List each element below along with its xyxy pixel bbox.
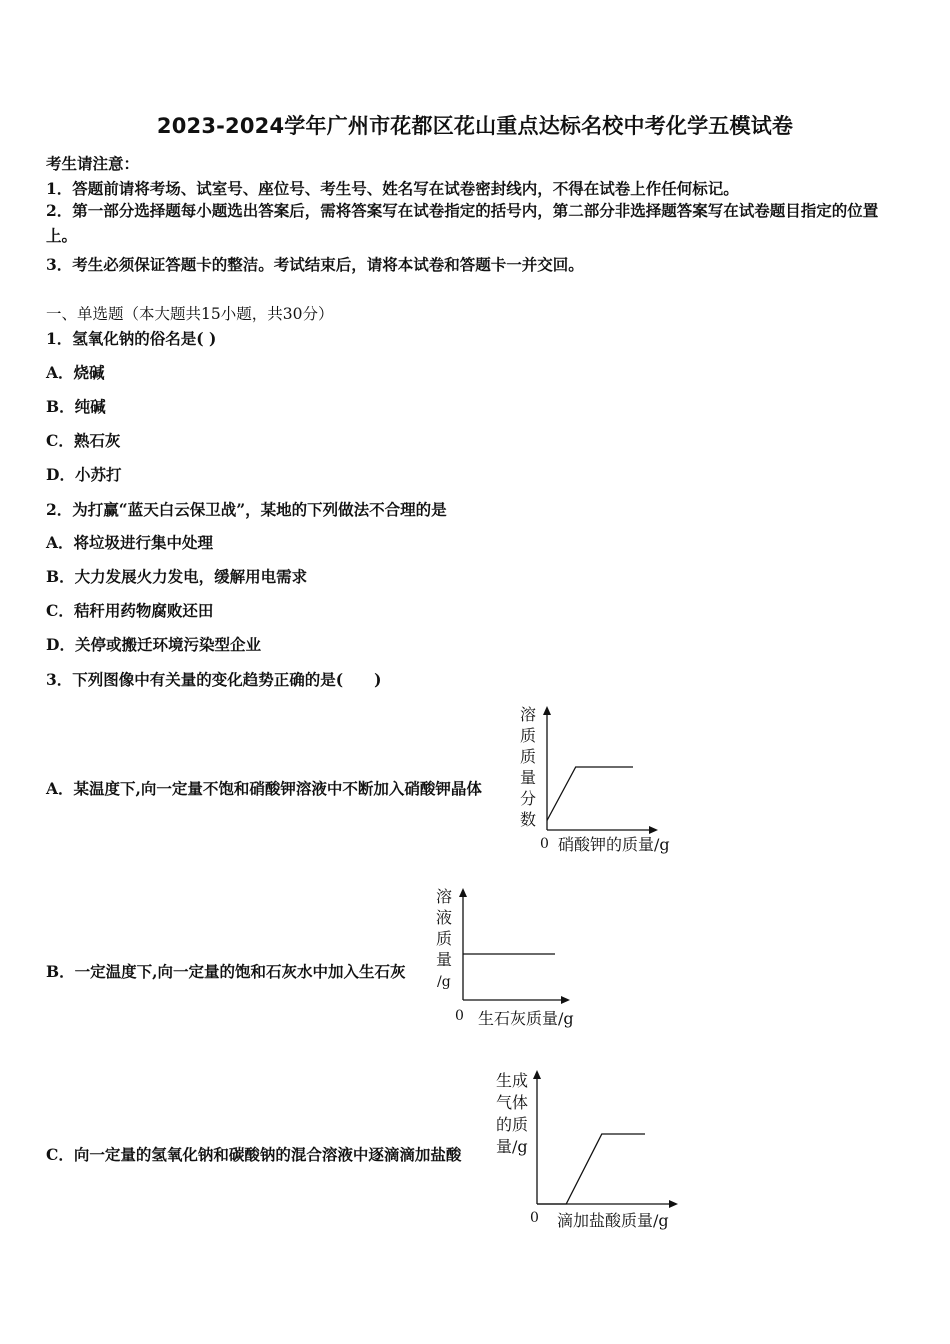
chart-a-xlabel: 硝酸钾的质量/g bbox=[558, 835, 670, 854]
q2-option-c: C．秸秆用药物腐败还田 bbox=[46, 601, 214, 620]
q2-stem: 2．为打赢“蓝天白云保卫战”，某地的下列做法不合理的是 bbox=[46, 500, 447, 519]
chart-b-ylabel-line: 溶 bbox=[436, 887, 453, 906]
notice-item-3: 3．考生必须保证答题卡的整洁。考试结束后，请将本试卷和答题卡一并交回。 bbox=[46, 255, 584, 274]
q3-option-a: A．某温度下,向一定量不饱和硝酸钾溶液中不断加入硝酸钾晶体 bbox=[46, 779, 482, 798]
chart-c-x-arrow bbox=[669, 1200, 678, 1208]
notice-item-2: 2．第一部分选择题每小题选出答案后，需将答案写在试卷指定的括号内，第二部分非选择题答案写在试卷题目指定的位置上。 bbox=[46, 201, 879, 245]
chart-a-ylabel-line: 溶 bbox=[520, 705, 537, 724]
chart-c-ylabel-line: 气体 bbox=[496, 1093, 529, 1112]
q1-option-a: A．烧碱 bbox=[46, 363, 105, 382]
q1-option-d: D．小苏打 bbox=[46, 465, 122, 484]
chart-c-ylabel-line: 的质 bbox=[496, 1115, 529, 1134]
chart-a-series-line bbox=[547, 767, 633, 821]
q3-option-c: C．向一定量的氢氧化钠和碳酸钠的混合溶液中逐滴滴加盐酸 bbox=[46, 1145, 462, 1164]
chart-c bbox=[490, 1064, 690, 1234]
chart-c-xlabel: 滴加盐酸质量/g bbox=[557, 1211, 669, 1230]
chart-a-ylabel bbox=[520, 705, 536, 829]
q2-option-b: B．大力发展火力发电，缓解用电需求 bbox=[46, 567, 308, 586]
chart-c-ylabel-line: 量/g bbox=[496, 1137, 528, 1156]
chart-b-x-arrow bbox=[561, 996, 570, 1004]
chart-a bbox=[510, 700, 690, 860]
chart-c-series-line bbox=[537, 1134, 645, 1204]
chart-b-origin: 0 bbox=[455, 1008, 464, 1024]
exam-title: 2023-2024学年广州市花都区花山重点达标名校中考化学五模试卷 bbox=[156, 114, 794, 138]
q1-stem: 1．氢氧化钠的俗名是( ) bbox=[46, 329, 217, 348]
chart-b-xlabel: 生石灰质量/g bbox=[478, 1009, 574, 1028]
q1-option-b: B．纯碱 bbox=[46, 397, 106, 416]
chart-b-ylabel-line: 量 bbox=[436, 950, 453, 969]
chart-b-ylabel-line: /g bbox=[437, 974, 451, 990]
notice-header: 考生请注意： bbox=[46, 154, 140, 173]
chart-a-ylabel-line: 分 bbox=[520, 789, 537, 808]
chart-a-ylabel-line: 数 bbox=[520, 810, 537, 829]
chart-a-ylabel-line: 量 bbox=[520, 768, 537, 787]
chart-b-y-arrow bbox=[459, 888, 467, 897]
chart-b bbox=[420, 880, 600, 1030]
q2-option-d: D．关停或搬迁环境污染型企业 bbox=[46, 635, 261, 654]
chart-a-ylabel-line: 质 bbox=[520, 726, 537, 745]
chart-b-ylabel-line: 质 bbox=[436, 929, 453, 948]
chart-c-y-arrow bbox=[533, 1070, 541, 1079]
chart-c-origin: 0 bbox=[530, 1210, 539, 1226]
chart-c-ylabel bbox=[496, 1071, 528, 1156]
q3-stem: 3．下列图像中有关量的变化趋势正确的是( ) bbox=[46, 670, 382, 689]
q1-option-c: C．熟石灰 bbox=[46, 431, 121, 450]
q3-option-b: B．一定温度下,向一定量的饱和石灰水中加入生石灰 bbox=[46, 962, 406, 981]
section-heading: 一、单选题（本大题共15小题，共30分） bbox=[46, 305, 334, 323]
notice-item-1: 1．答题前请将考场、试室号、座位号、考生号、姓名写在试卷密封线内，不得在试卷上作任何标记。 bbox=[46, 179, 739, 198]
q2-option-a: A．将垃圾进行集中处理 bbox=[46, 533, 214, 552]
chart-b-ylabel-line: 液 bbox=[436, 908, 453, 927]
chart-a-x-arrow bbox=[649, 826, 658, 834]
chart-a-y-arrow bbox=[543, 706, 551, 715]
chart-c-ylabel-line: 生成 bbox=[496, 1071, 529, 1090]
chart-a-origin: 0 bbox=[540, 836, 549, 852]
chart-b-ylabel bbox=[436, 887, 452, 990]
chart-a-ylabel-line: 质 bbox=[520, 747, 537, 766]
